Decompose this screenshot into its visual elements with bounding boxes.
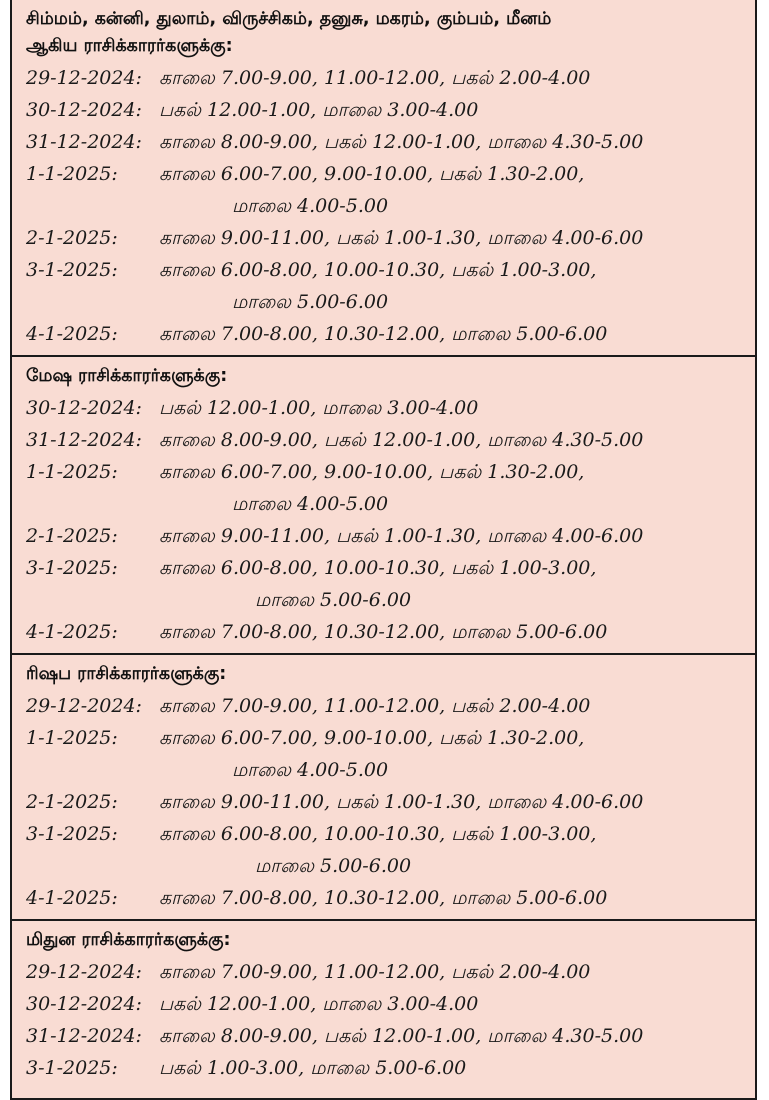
time-slots: காலை 7.00-8.00, 10.30-12.00, மாலை 5.00-6.00 xyxy=(159,323,608,345)
time-slots: காலை 8.00-9.00, பகல் 12.00-1.00, மாலை 4.30-5.00 xyxy=(159,1025,644,1047)
time-slots-continued: மாலை 5.00-6.00 xyxy=(255,589,412,611)
date-row xyxy=(12,786,755,818)
date-label: 4-1-2025: xyxy=(26,887,118,909)
date-label: 30-12-2024: xyxy=(26,993,142,1015)
date-row xyxy=(12,254,755,286)
date-label: 30-12-2024: xyxy=(26,397,142,419)
date-label: 1-1-2025: xyxy=(26,461,118,483)
time-slots-continued: மாலை 5.00-6.00 xyxy=(255,855,412,877)
date-label: 30-12-2024: xyxy=(26,99,142,121)
time-slots-continued: மாலை 4.00-5.00 xyxy=(232,493,389,515)
time-slots: காலை 6.00-8.00, 10.00-10.30, பகல் 1.00-3.00, xyxy=(159,259,597,281)
date-row xyxy=(12,1020,755,1052)
time-slots: காலை 9.00-11.00, பகல் 1.00-1.30, மாலை 4.00-6.00 xyxy=(159,791,644,813)
section-heading-line2: ஆகிய ராசிக்காரர்களுக்கு: xyxy=(26,36,233,56)
time-slots-continued: மாலை 5.00-6.00 xyxy=(232,291,389,313)
time-slots-continued: மாலை 4.00-5.00 xyxy=(232,759,389,781)
date-row xyxy=(12,222,755,254)
date-row xyxy=(12,62,755,94)
date-label: 2-1-2025: xyxy=(26,525,118,547)
time-slots: காலை 7.00-9.00, 11.00-12.00, பகல் 2.00-4.00 xyxy=(159,961,591,983)
date-row xyxy=(12,988,755,1020)
date-label: 2-1-2025: xyxy=(26,227,118,249)
date-row xyxy=(12,392,755,424)
date-label: 31-12-2024: xyxy=(26,131,142,153)
date-label: 2-1-2025: xyxy=(26,791,118,813)
date-row xyxy=(12,1052,755,1084)
date-row xyxy=(12,424,755,456)
date-row xyxy=(12,520,755,552)
section-heading: சிம்மம், கன்னி, துலாம், விருச்சிகம், தனுசு, மகரம், கும்பம், மீனம் xyxy=(26,9,552,29)
date-row xyxy=(12,318,755,350)
date-row xyxy=(12,722,755,754)
time-slots: காலை 8.00-9.00, பகல் 12.00-1.00, மாலை 4.30-5.00 xyxy=(159,429,644,451)
date-row xyxy=(12,616,755,648)
time-slots: காலை 9.00-11.00, பகல் 1.00-1.30, மாலை 4.00-6.00 xyxy=(159,525,644,547)
date-row xyxy=(12,552,755,584)
section-mesham xyxy=(12,357,755,655)
section-heading: ரிஷப ராசிக்காரர்களுக்கு: xyxy=(26,664,227,684)
time-slots: காலை 6.00-7.00, 9.00-10.00, பகல் 1.30-2.00, xyxy=(159,163,585,185)
time-slots-continued: மாலை 4.00-5.00 xyxy=(232,195,389,217)
date-label: 29-12-2024: xyxy=(26,695,142,717)
date-label: 1-1-2025: xyxy=(26,163,118,185)
date-row xyxy=(12,158,755,190)
date-row xyxy=(12,94,755,126)
date-label: 3-1-2025: xyxy=(26,557,118,579)
time-slots: பகல் 12.00-1.00, மாலை 3.00-4.00 xyxy=(159,397,479,419)
time-slots: காலை 7.00-9.00, 11.00-12.00, பகல் 2.00-4.00 xyxy=(159,67,591,89)
section-rishabam xyxy=(12,655,755,921)
section-heading: மேஷ ராசிக்காரர்களுக்கு: xyxy=(26,366,228,386)
time-slots: காலை 6.00-8.00, 10.00-10.30, பகல் 1.00-3.00, xyxy=(159,557,597,579)
date-label: 1-1-2025: xyxy=(26,727,118,749)
date-row xyxy=(12,818,755,850)
date-label: 4-1-2025: xyxy=(26,621,118,643)
time-slots: காலை 6.00-8.00, 10.00-10.30, பகல் 1.00-3.00, xyxy=(159,823,597,845)
time-slots: காலை 7.00-8.00, 10.30-12.00, மாலை 5.00-6.00 xyxy=(159,887,608,909)
date-label: 29-12-2024: xyxy=(26,67,142,89)
date-label: 4-1-2025: xyxy=(26,323,118,345)
time-slots: பகல் 1.00-3.00, மாலை 5.00-6.00 xyxy=(159,1057,467,1079)
time-slots: காலை 6.00-7.00, 9.00-10.00, பகல் 1.30-2.00, xyxy=(159,727,585,749)
time-slots: காலை 7.00-8.00, 10.30-12.00, மாலை 5.00-6.00 xyxy=(159,621,608,643)
date-label: 31-12-2024: xyxy=(26,1025,142,1047)
date-label: 3-1-2025: xyxy=(26,1057,118,1079)
time-slots: பகல் 12.00-1.00, மாலை 3.00-4.00 xyxy=(159,99,479,121)
date-row xyxy=(12,690,755,722)
date-row xyxy=(12,882,755,914)
date-row xyxy=(12,456,755,488)
section-mithunam xyxy=(12,921,755,1089)
time-slots: பகல் 12.00-1.00, மாலை 3.00-4.00 xyxy=(159,993,479,1015)
date-label: 3-1-2025: xyxy=(26,259,118,281)
rasi-timing-table xyxy=(10,0,757,1100)
date-label: 31-12-2024: xyxy=(26,429,142,451)
section-simmam-to-meenam xyxy=(12,0,755,357)
date-label: 3-1-2025: xyxy=(26,823,118,845)
time-slots: காலை 6.00-7.00, 9.00-10.00, பகல் 1.30-2.00, xyxy=(159,461,585,483)
time-slots: காலை 8.00-9.00, பகல் 12.00-1.00, மாலை 4.30-5.00 xyxy=(159,131,644,153)
date-row xyxy=(12,956,755,988)
time-slots: காலை 9.00-11.00, பகல் 1.00-1.30, மாலை 4.00-6.00 xyxy=(159,227,644,249)
date-row xyxy=(12,126,755,158)
section-heading: மிதுன ராசிக்காரர்களுக்கு: xyxy=(26,930,231,950)
time-slots: காலை 7.00-9.00, 11.00-12.00, பகல் 2.00-4.00 xyxy=(159,695,591,717)
date-label: 29-12-2024: xyxy=(26,961,142,983)
